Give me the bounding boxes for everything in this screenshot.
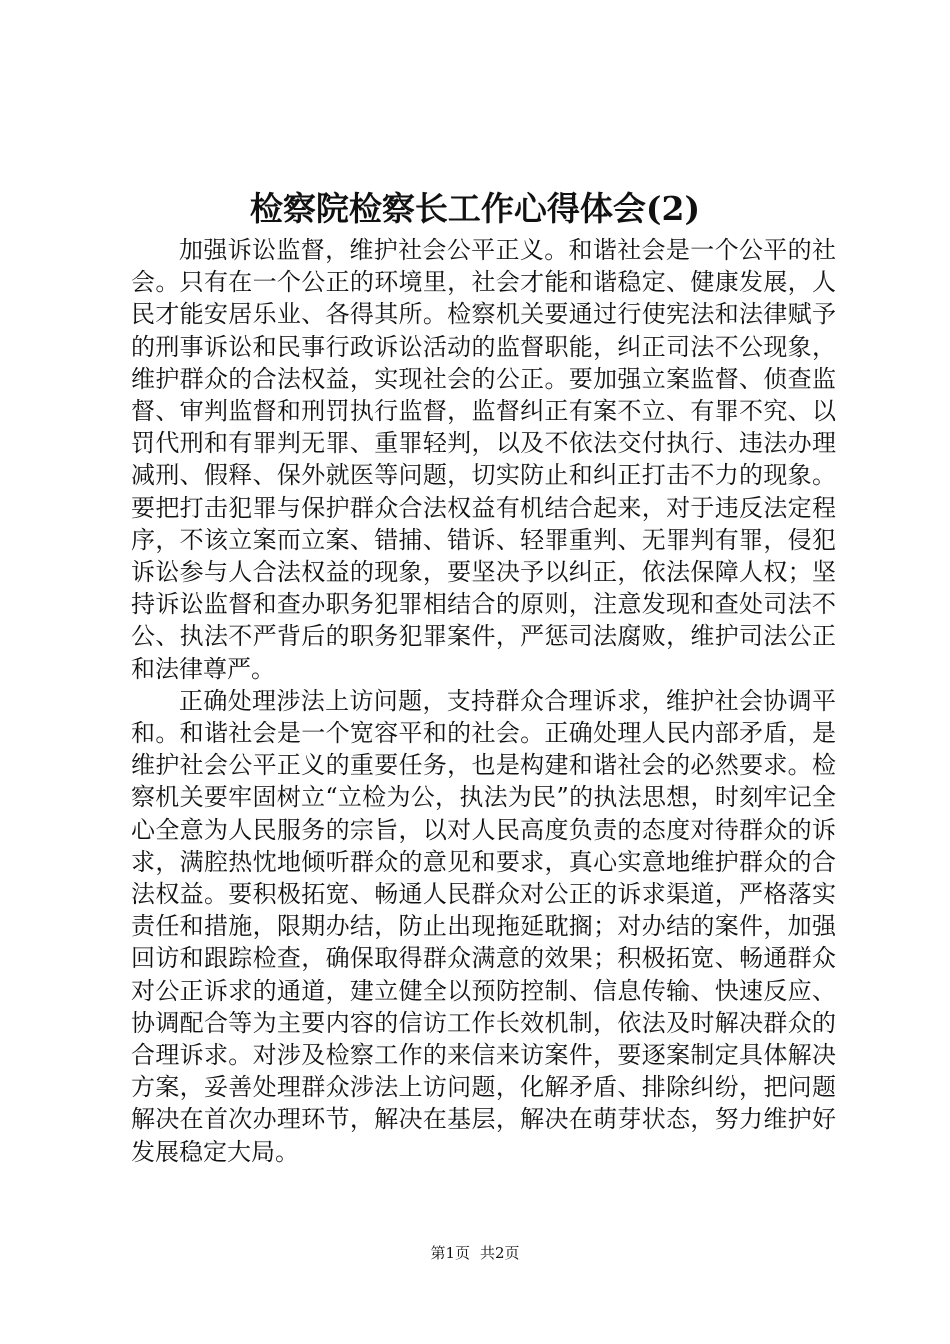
document-title: 检察院检察长工作心得体会(2) — [249, 189, 701, 228]
document-body — [131, 234, 836, 1168]
paragraph-2: 正确处理涉法上访问题，支持群众合理诉求，维护社会协调平和。和谐社会是一个宽容平和的社会。正确处理人民内部矛盾，是维护社会公平正义的重要任务，也是构建和谐社会的必然要求。检察机关要牢固树立“立检为公，执法为民”的执法思想，时刻牢记全心全意为人民服务的宗旨，以对人民高度负责的态度对待群众的诉求，满腔热忱地倾听群众的意见和要求，真心实意地维护群众的合法权益。要积极拓宽、畅通人民群众对公正的诉求渠道，严格落实责任和措施，限期办结，防止出现拖延耽搁；对办结的案件，加强回访和跟踪检查，确保取得群众满意的效果；积极拓宽、畅通群众对公正诉求的通道，建立健全以预防控制、信息传输、快速反应、协调配合等为主要内容的信访工作长效机制，依法及时解决群众的合理诉求。对涉及检察工作的来信来访案件，要逐案制定具体解决方案，妥善处理群众涉法上访问题，化解矛盾、排除纠纷，把问题解决在首次办理环节，解决在基层，解决在萌芽状态，努力维护好发展稳定大局。 — [131, 686, 836, 1166]
page-number: 第1页 — [430, 1244, 470, 1262]
page-footer — [0, 1243, 950, 1263]
paragraph-1: 加强诉讼监督，维护社会公平正义。和谐社会是一个公平的社会。只有在一个公正的环境里，社会才能和谐稳定、健康发展，人民才能安居乐业、各得其所。检察机关要通过行使宪法和法律赋予的刑事诉讼和民事行政诉讼活动的监督职能，纠正司法不公现象，维护群众的合法权益，实现社会的公正。要加强立案监督、侦查监督、审判监督和刑罚执行监督，监督纠正有案不立、有罪不究、以罚代刑和有罪判无罪、重罪轻判，以及不依法交付执行、违法办理减刑、假释、保外就医等问题，切实防止和纠正打击不力的现象。要把打击犯罪与保护群众合法权益有机结合起来，对于违反法定程序，不该立案而立案、错捕、错诉、轻罪重判、无罪判有罪，侵犯诉讼参与人合法权益的现象，要坚决予以纠正，依法保障人权；坚持诉讼监督和查办职务犯罪相结合的原则，注意发现和查处司法不公、执法不严背后的职务犯罪案件，严惩司法腐败，维护司法公正和法律尊严。 — [131, 236, 836, 683]
page-total: 共2页 — [480, 1244, 520, 1262]
